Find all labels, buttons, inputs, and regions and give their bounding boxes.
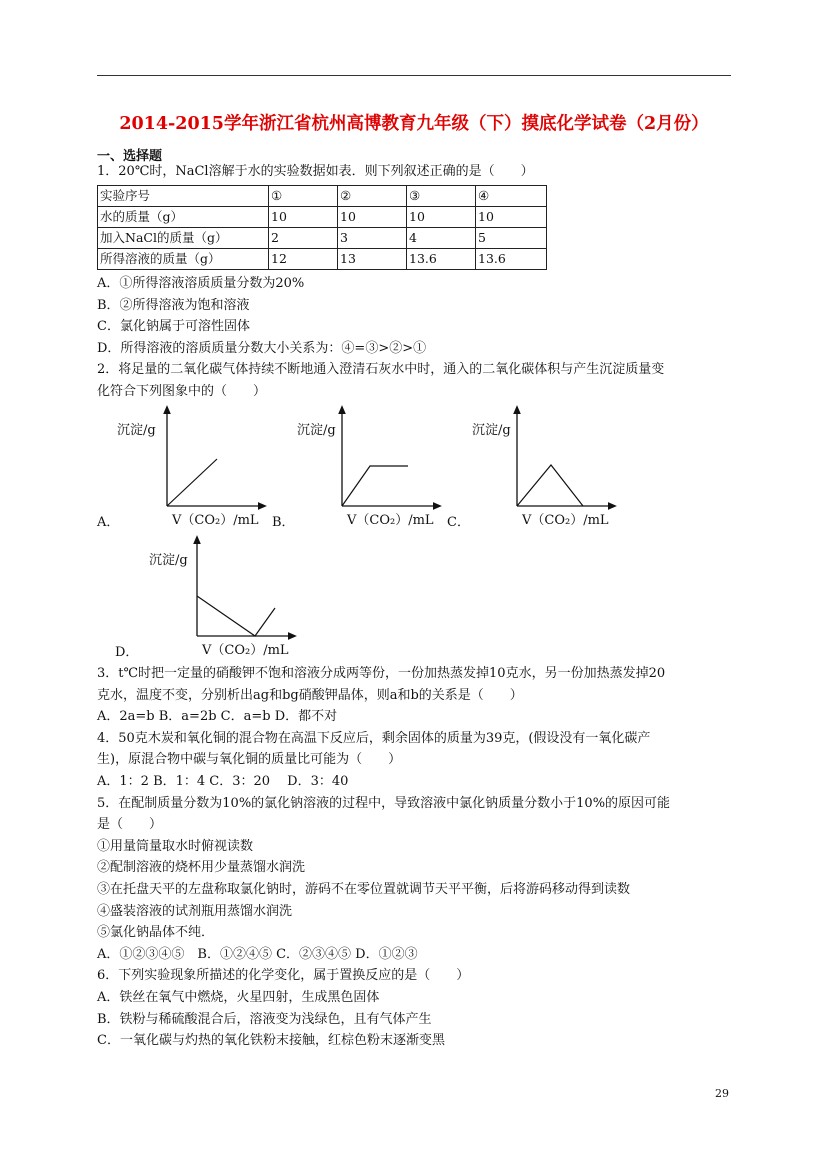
page-title: 2014-2015学年浙江省杭州高博教育九年级（下）摸底化学试卷（2月份） (119, 114, 709, 134)
x-axis-label: V（CO₂）/mL (347, 513, 434, 528)
curve-line (167, 459, 217, 506)
q5-item-5: ⑤氯化钠晶体不纯． (97, 925, 215, 940)
q5-item-3: ③在托盘天平的左盘称取氯化钠时，游码不在零位置就调节天平平衡，后将游码移动得到读数 (97, 882, 631, 897)
y-axis-label: 沉淀/g (117, 423, 156, 438)
page-number: 29 (715, 1087, 729, 1100)
q5-item-2: ②配制溶液的烧杯用少量蒸馏水润洗 (97, 860, 306, 875)
table-cell: 所得溶液的质量（g） (98, 249, 269, 270)
header-rule (97, 75, 731, 76)
q2-option-d-label: D． (115, 645, 139, 660)
table-row (98, 207, 547, 228)
q6-stem: 6．下列实验现象所描述的化学变化，属于置换反应的是（ ） (97, 968, 470, 983)
q4-line2: 生)，原混合物中碳与氧化铜的质量比可能为（ ） (97, 752, 402, 767)
q2-option-b-label: B． (272, 515, 295, 530)
table-cell: 13 (338, 249, 407, 270)
curve-line (342, 466, 408, 506)
q6-option-c: C．一氧化碳与灼热的氧化铁粉末接触，红棕色粉末逐渐变黑 (97, 1033, 445, 1048)
q5-line1: 5．在配制质量分数为10%的氯化钠溶液的过程中，导致溶液中氯化钠质量分数小于10%的原因可能 (97, 796, 671, 811)
y-axis-label: 沉淀/g (472, 423, 511, 438)
q2-graph-b (290, 403, 450, 531)
table-cell: ③ (407, 186, 476, 207)
curve-line (197, 596, 275, 636)
table-cell: 4 (407, 228, 476, 249)
q2-stem-line2: 化符合下列图象中的（ ） (97, 384, 267, 399)
table-cell: 2 (269, 228, 338, 249)
q2-stem-line1: 2．将足量的二氧化碳气体持续不断地通入澄清石灰水中时，通入的二氧化碳体积与产生沉淀质量变 (97, 362, 665, 377)
table-cell: 10 (269, 207, 338, 228)
q1-data-table (97, 185, 547, 270)
x-axis-label: V（CO₂）/mL (172, 513, 259, 528)
table-row (98, 228, 547, 249)
x-axis-label: V（CO₂）/mL (522, 513, 609, 528)
table-cell: 10 (407, 207, 476, 228)
q2-graph-a (115, 403, 275, 531)
table-cell: ④ (476, 186, 547, 207)
table-cell: 3 (338, 228, 407, 249)
q5-item-4: ④盛装溶液的试剂瓶用蒸馏水润洗 (97, 904, 293, 919)
table-row (98, 186, 547, 207)
q1-option-c: C．氯化钠属于可溶性固体 (97, 319, 250, 334)
table-cell: 水的质量（g） (98, 207, 269, 228)
q1-option-a: A．①所得溶液溶质质量分数为20% (97, 276, 305, 291)
q4-line1: 4．50克木炭和氧化铜的混合物在高温下反应后，剩余固体的质量为39克，(假设没有一氧化碳产 (97, 731, 651, 746)
q2-option-a-label: A． (97, 515, 120, 530)
q1-option-d: D．所得溶液的溶质质量分数大小关系为：④=③>②>① (97, 341, 427, 356)
table-cell: 实验序号 (98, 186, 269, 207)
q6-option-a: A．铁丝在氧气中燃烧，火星四射，生成黑色固体 (97, 990, 380, 1005)
table-cell: 12 (269, 249, 338, 270)
section-heading: 一、选择题 (97, 149, 163, 164)
table-cell: 加入NaCl的质量（g） (98, 228, 269, 249)
q5-line2: 是（ ） (97, 817, 163, 832)
q1-stem: 1．20℃时，NaCl溶解于水的实验数据如表．则下列叙述正确的是（ ） (97, 164, 534, 179)
q3-line2: 克水，温度不变，分别析出ag和bg硝酸钾晶体，则a和b的关系是（ ） (97, 688, 523, 703)
x-axis-label: V（CO₂）/mL (202, 643, 289, 658)
q4-options: A．1：2 B．1：4 C．3：20 D．3：40 (97, 774, 349, 789)
table-cell: 5 (476, 228, 547, 249)
table-cell: ② (338, 186, 407, 207)
table-cell: 10 (338, 207, 407, 228)
y-axis-label: 沉淀/g (149, 553, 188, 568)
q2-graph-c (465, 403, 625, 531)
table-cell: ① (269, 186, 338, 207)
q2-option-c-label: C． (447, 515, 470, 530)
q5-item-1: ①用量筒量取水时俯视读数 (97, 839, 254, 854)
table-row (98, 249, 547, 270)
y-axis-label: 沉淀/g (297, 423, 336, 438)
table-cell: 13.6 (407, 249, 476, 270)
table-cell: 10 (476, 207, 547, 228)
q6-option-b: B．铁粉与稀硫酸混合后，溶液变为浅绿色，且有气体产生 (97, 1012, 432, 1027)
q3-options: A．2a=b B．a=2b C．a=b D．都不对 (97, 709, 338, 724)
q1-option-b: B．②所得溶液为饱和溶液 (97, 298, 250, 313)
q3-line1: 3．t℃时把一定量的硝酸钾不饱和溶液分成两等份，一份加热蒸发掉10克水，另一份加热蒸发掉20 (97, 666, 666, 681)
table-cell: 13.6 (476, 249, 547, 270)
curve-line (517, 465, 583, 506)
q2-graph-d (145, 533, 305, 661)
q5-options: A．①②③④⑤ B．①②④⑤ C．②③④⑤ D．①②③ (97, 947, 418, 962)
